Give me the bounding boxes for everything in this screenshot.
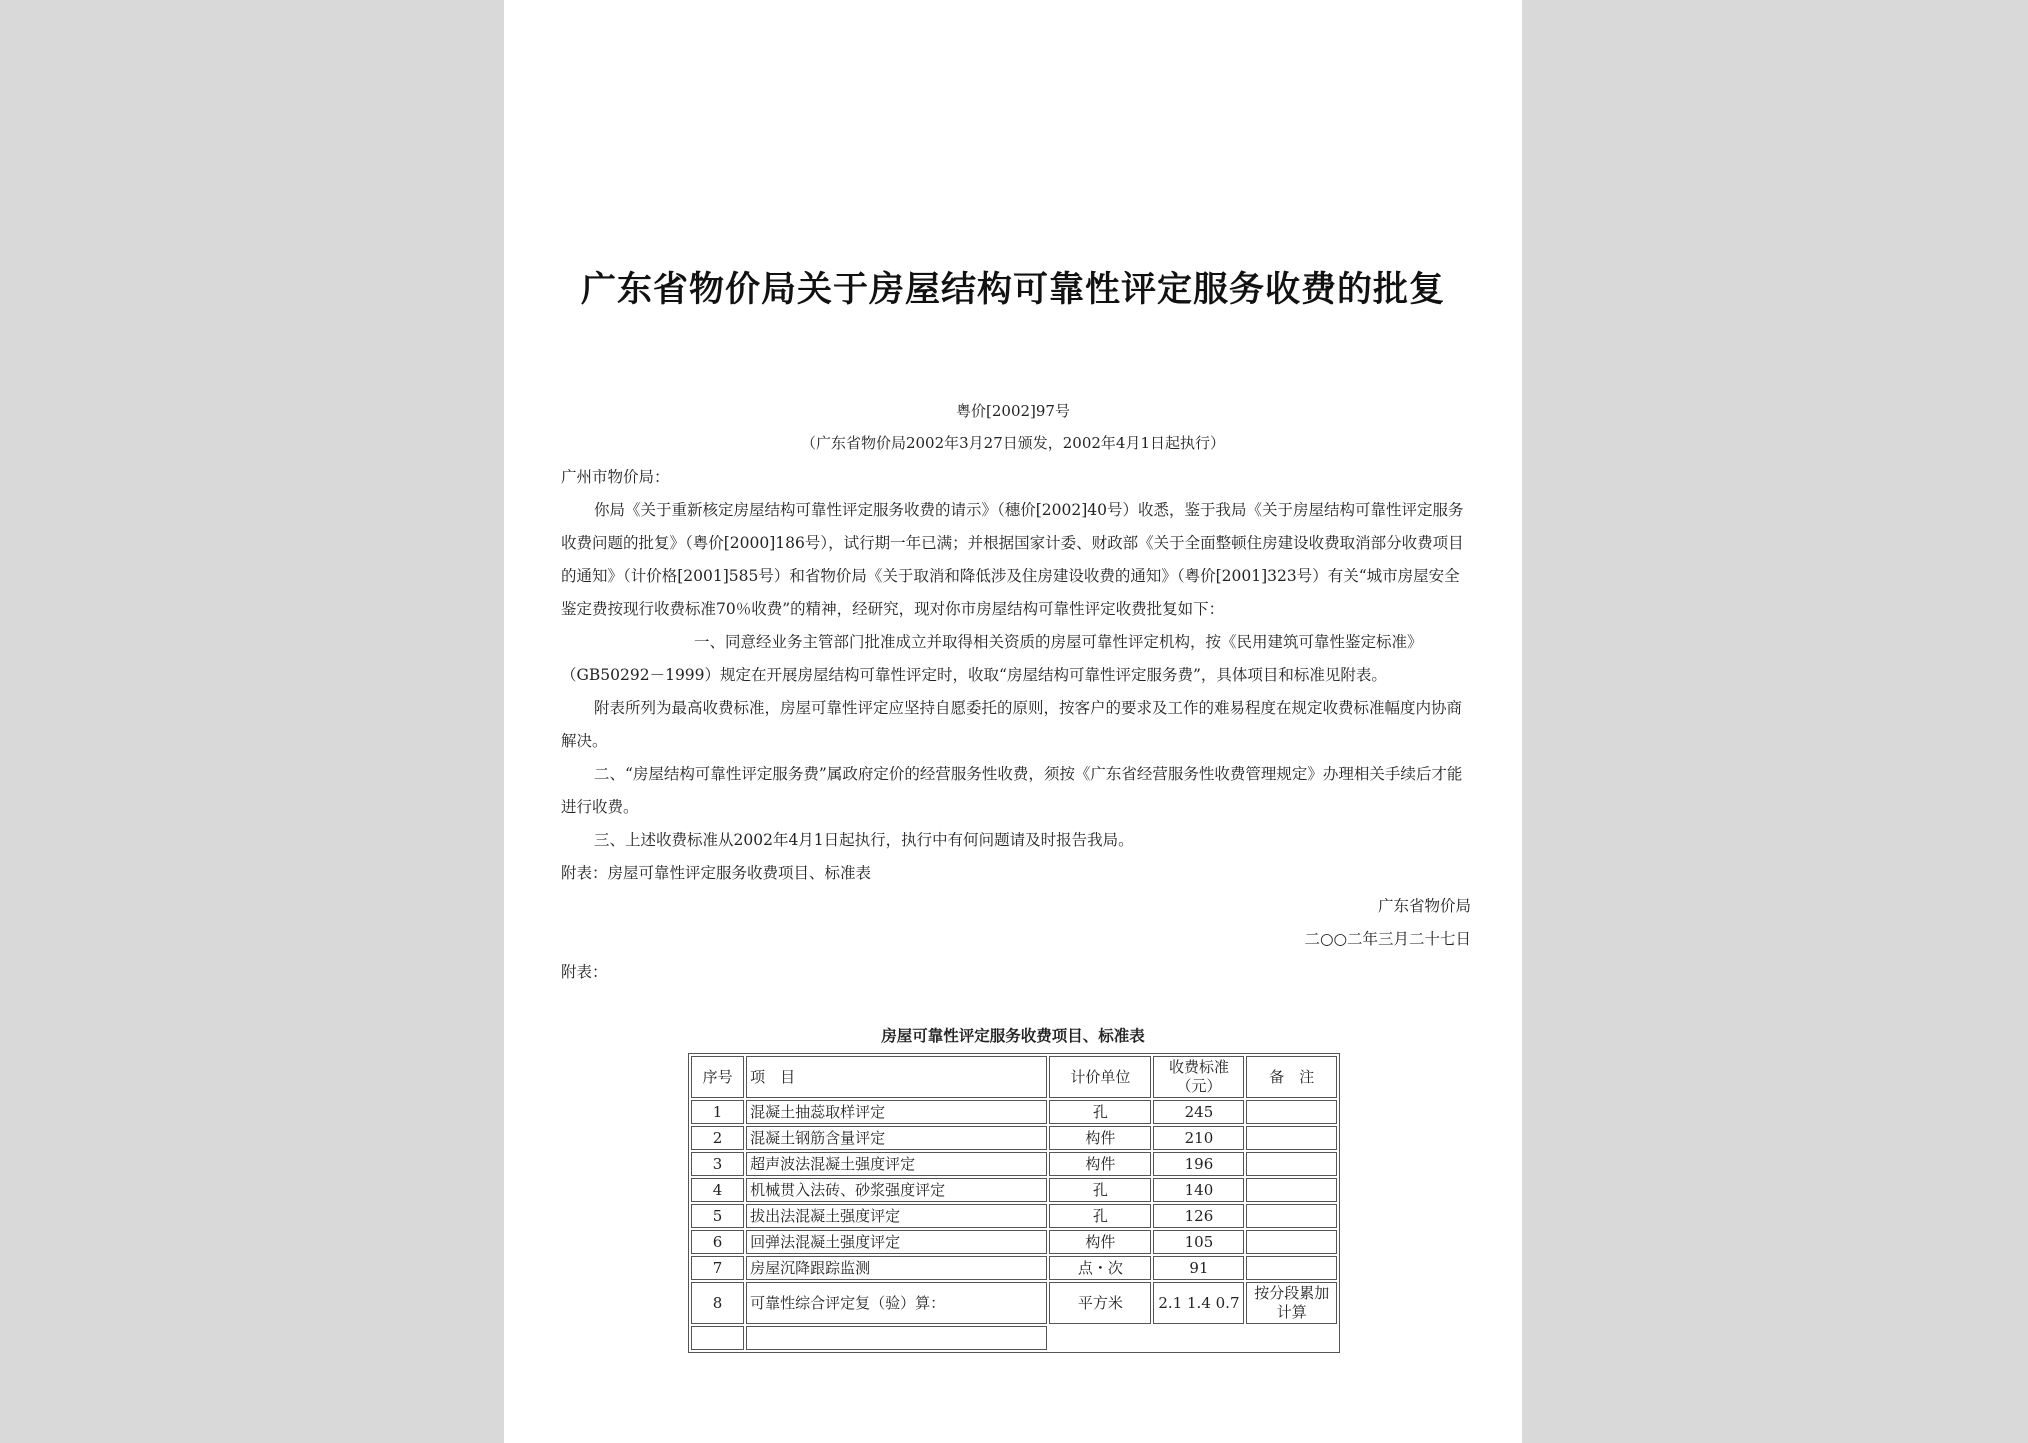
row-note [1246,1230,1337,1254]
table-title: 房屋可靠性评定服务收费项目、标准表 [881,1026,1145,1045]
row-fee: 196 [1153,1152,1244,1176]
document-number: 粤价[2002]97号 [956,402,1070,420]
row-unit: 孔 [1049,1178,1151,1202]
document-page [504,0,1522,1443]
appendix-label: 附表： [561,963,608,981]
row-no: 7 [691,1256,744,1280]
row-no: 1 [691,1100,744,1124]
row-item: 可靠性综合评定复（验）算： [746,1282,1047,1324]
table-header-row [691,1056,1337,1098]
row-no: 3 [691,1152,744,1176]
row-note: 按分段累加计算 [1246,1282,1337,1324]
empty-cell [691,1326,744,1350]
fee-table [688,1053,1340,1353]
row-unit: 孔 [1049,1204,1151,1228]
row-unit: 构件 [1049,1152,1151,1176]
header-fee: 收费标准（元） [1153,1056,1244,1098]
table-row [691,1204,1337,1228]
row-note [1246,1100,1337,1124]
row-no: 8 [691,1282,744,1324]
paragraph-item-three: 三、上述收费标准从2002年4月1日起执行，执行中有何问题请及时报告我局。 [594,831,1134,849]
document-body [561,461,1471,989]
row-unit: 点・次 [1049,1256,1151,1280]
empty-cell [1246,1326,1337,1350]
header-no: 序号 [691,1056,744,1098]
row-note [1246,1126,1337,1150]
addressee: 广州市物价局： [561,468,670,486]
row-note [1246,1256,1337,1280]
row-item: 拔出法混凝土强度评定 [746,1204,1047,1228]
row-fee: 105 [1153,1230,1244,1254]
attachment-line: 附表：房屋可靠性评定服务收费项目、标准表 [561,864,872,882]
row-no: 4 [691,1178,744,1202]
table-row [691,1230,1337,1254]
row-fee: 245 [1153,1100,1244,1124]
row-fee: 210 [1153,1126,1244,1150]
row-note [1246,1178,1337,1202]
table-empty-row [691,1326,1337,1350]
issued-note: （广东省物价局2002年3月27日颁发，2002年4月1日起执行） [800,434,1226,452]
row-no: 6 [691,1230,744,1254]
row-item: 房屋沉降跟踪监测 [746,1256,1047,1280]
row-note [1246,1152,1337,1176]
row-fee: 126 [1153,1204,1244,1228]
row-unit: 构件 [1049,1126,1151,1150]
empty-cell [1153,1326,1244,1350]
empty-cell [746,1326,1047,1350]
header-note: 备 注 [1246,1056,1337,1098]
row-item: 超声波法混凝土强度评定 [746,1152,1047,1176]
row-item: 混凝土钢筋含量评定 [746,1126,1047,1150]
paragraph-item-one: 一、同意经业务主管部门批准成立并取得相关资质的房屋可靠性评定机构，按《民用建筑可靠性鉴定标准》（GB50292－1999）规定在开展房屋结构可靠性评定时，收取“房屋结构可靠性评定服务费”，具体项目和标准见附表。 [561,633,1423,684]
header-item: 项 目 [746,1056,1047,1098]
row-item: 机械贯入法砖、砂浆强度评定 [746,1178,1047,1202]
row-unit: 平方米 [1049,1282,1151,1324]
row-fee: 2.1 1.4 0.7 [1153,1282,1244,1324]
row-fee: 140 [1153,1178,1244,1202]
row-no: 5 [691,1204,744,1228]
header-unit: 计价单位 [1049,1056,1151,1098]
table-row [691,1152,1337,1176]
signature-org: 广东省物价局 [1377,897,1471,915]
signature-date: 二○○二年三月二十七日 [1304,930,1471,948]
table-row [691,1282,1337,1324]
row-unit: 构件 [1049,1230,1151,1254]
table-row [691,1178,1337,1202]
paragraph-item-two: 二、“房屋结构可靠性评定服务费”属政府定价的经营服务性收费，须按《广东省经营服务性收费管理规定》办理相关手续后才能进行收费。 [561,765,1463,816]
row-item: 混凝土抽蕊取样评定 [746,1100,1047,1124]
empty-cell [1049,1326,1151,1350]
paragraph-note: 附表所列为最高收费标准，房屋可靠性评定应坚持自愿委托的原则，按客户的要求及工作的难易程度在规定收费标准幅度内协商解决。 [561,699,1463,750]
row-no: 2 [691,1126,744,1150]
row-unit: 孔 [1049,1100,1151,1124]
row-fee: 91 [1153,1256,1244,1280]
table-row [691,1100,1337,1124]
table-row [691,1256,1337,1280]
table-row [691,1126,1337,1150]
paragraph-intro: 你局《关于重新核定房屋结构可靠性评定服务收费的请示》（穗价[2002]40号）收悉，鉴于我局《关于房屋结构可靠性评定服务收费问题的批复》（粤价[2000]186号），试行期一年已满；并根据国家计委、财政部《关于全面整顿住房建设收费取消部分收费项目的通知》（计价格[2001]585号）和省物价局《关于取消和降低涉及住房建设收费的通知》（粤价[2001]323号）有关“城市房屋安全鉴定费按现行收费标准70％收费”的精神，经研究，现对你市房屋结构可靠性评定收费批复如下： [561,501,1464,618]
document-title: 广东省物价局关于房屋结构可靠性评定服务收费的批复 [580,270,1445,310]
row-item: 回弹法混凝土强度评定 [746,1230,1047,1254]
row-note [1246,1204,1337,1228]
